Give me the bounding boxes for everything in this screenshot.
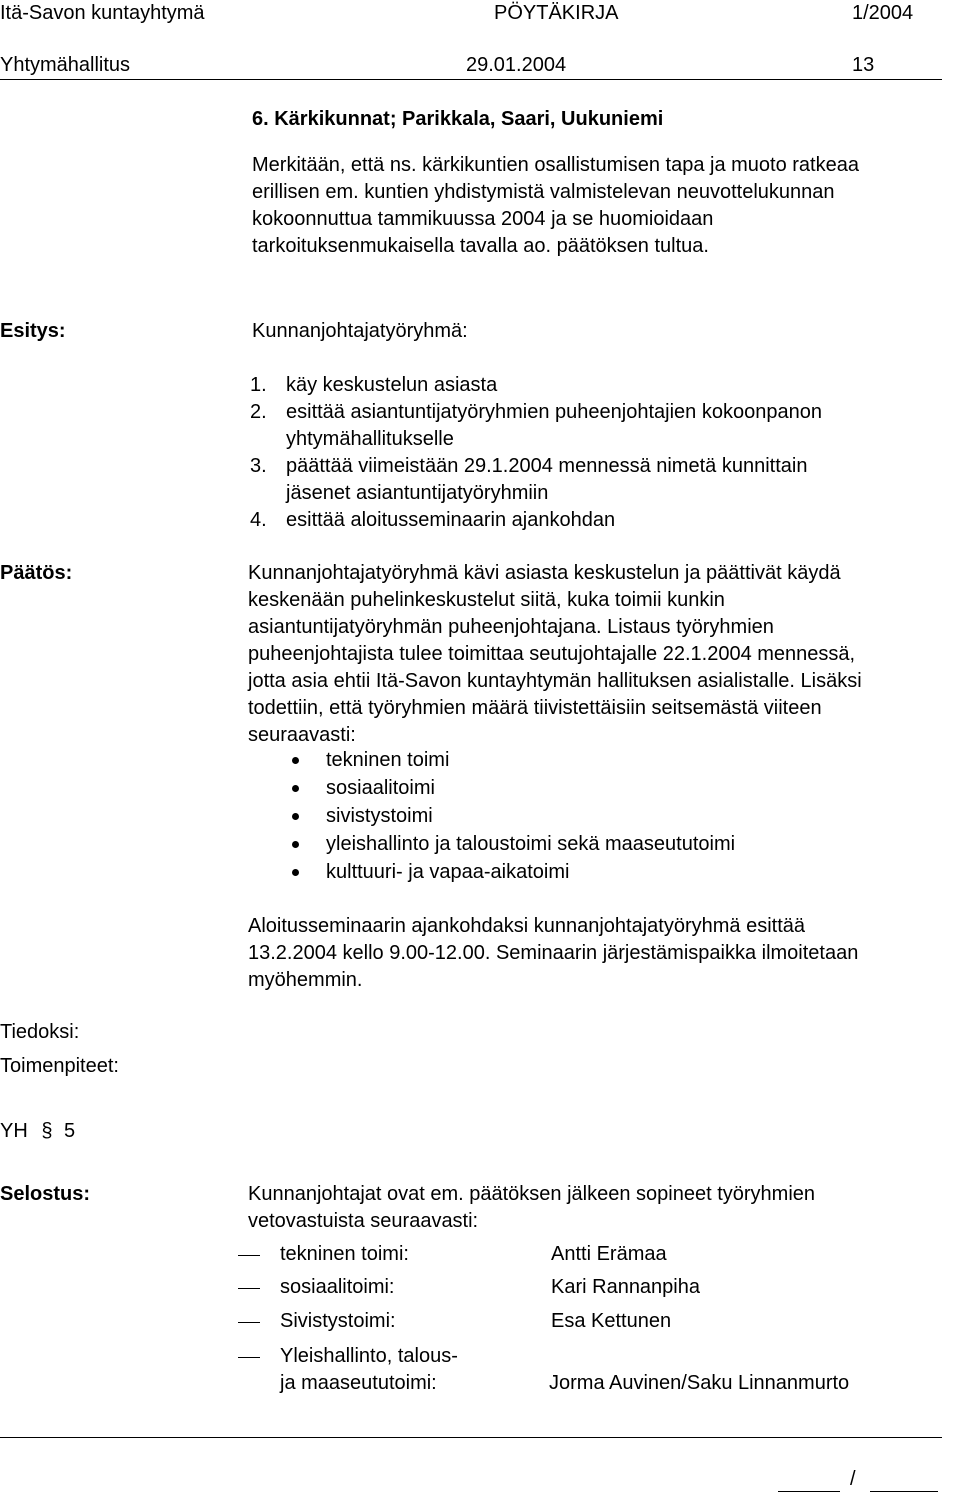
- bullet-icon: [292, 785, 299, 792]
- paatos-label: Päätös:: [0, 562, 73, 584]
- dash-bullet-icon: [238, 1322, 260, 1323]
- intro-line: erillisen em. kuntien yhdistymistä valmistelevan neuvottelukunnan: [252, 181, 835, 203]
- selostus-line: Kunnanjohtajat ovat em. päätöksen jälkeen sopineet työryhmien: [248, 1183, 816, 1205]
- assignment-person: Kari Rannanpiha: [551, 1276, 700, 1298]
- intro-line: Merkitään, että ns. kärkikuntien osallistumisen tapa ja muoto ratkeaa: [252, 154, 859, 176]
- paatos-closing-line: myöhemmin.: [248, 969, 363, 991]
- tiedoksi-label: Tiedoksi:: [0, 1021, 80, 1043]
- paatos-bullet-item: sosiaalitoimi: [326, 777, 435, 799]
- intro-line: tarkoituksenmukaisella tavalla ao. päätöksen tultua.: [252, 235, 709, 257]
- footer-divider: [0, 1437, 942, 1438]
- header-date: 29.01.2004: [466, 54, 567, 76]
- yh-number: 5: [64, 1120, 76, 1142]
- esitys-item-text: esittää asiantuntijatyöryhmien puheenjohtajien kokoonpanon: [286, 401, 822, 423]
- esitys-item-number: 1.: [250, 374, 267, 396]
- paatos-closing-line: Aloitusseminaarin ajankohdaksi kunnanjohtajatyöryhmä esittää: [248, 915, 805, 937]
- assignment-person: Antti Erämaa: [551, 1243, 667, 1265]
- header-doc-type: PÖYTÄKIRJA: [494, 2, 619, 24]
- paatos-line: keskenään puhelinkeskustelut siitä, kuka toimii kunkin: [248, 589, 725, 611]
- initials-line-left: [778, 1491, 840, 1492]
- paatos-bullet-item: kulttuuri- ja vapaa-aikatoimi: [326, 861, 570, 883]
- paatos-line: jotta asia ehtii Itä-Savon kuntayhtymän hallituksen asialistalle. Lisäksi: [248, 670, 862, 692]
- dash-bullet-icon: [238, 1288, 260, 1289]
- paatos-bullet-item: yleishallinto ja taloustoimi sekä maaseututoimi: [326, 833, 736, 855]
- dash-bullet-icon: [238, 1357, 260, 1358]
- paatos-paragraph: [248, 560, 862, 749]
- assignment-person: Jorma Auvinen/Saku Linnanmurto: [549, 1372, 850, 1394]
- header-body: Yhtymähallitus: [0, 54, 131, 76]
- bullet-icon: [292, 757, 299, 764]
- header-divider: [0, 79, 942, 80]
- header-org: Itä-Savon kuntayhtymä: [0, 2, 205, 24]
- intro-line: kokoonnuttua tammikuussa 2004 ja se huomioidaan: [252, 208, 714, 230]
- yh-prefix: YH: [0, 1120, 28, 1142]
- assignment-area: tekninen toimi:: [280, 1243, 409, 1265]
- header-page-number: 13: [852, 54, 875, 76]
- paatos-closing-line: 13.2.2004 kello 9.00-12.00. Seminaarin järjestämispaikka ilmoitetaan: [248, 942, 859, 964]
- toimenpiteet-label: Toimenpiteet:: [0, 1055, 119, 1077]
- intro-paragraph: [252, 152, 859, 260]
- section-title: 6. Kärkikunnat; Parikkala, Saari, Uukuniemi: [252, 108, 664, 130]
- selostus-label: Selostus:: [0, 1183, 91, 1205]
- paatos-bullet-item: tekninen toimi: [326, 749, 450, 771]
- paatos-line: seuraavasti:: [248, 724, 356, 746]
- bullet-icon: [292, 869, 299, 876]
- paatos-line: Kunnanjohtajatyöryhmä kävi asiasta keskustelun ja päättivät käydä: [248, 562, 841, 584]
- paatos-bullet-item: sivistystoimi: [326, 805, 433, 827]
- esitys-item-number: 4.: [250, 509, 267, 531]
- selostus-paragraph: [248, 1181, 815, 1235]
- esitys-item-text: käy keskustelun asiasta: [286, 374, 498, 396]
- initials-line-right: [870, 1491, 938, 1492]
- selostus-line: vetovastuista seuraavasti:: [248, 1210, 479, 1232]
- bullet-icon: [292, 841, 299, 848]
- esitys-item-text: esittää aloitusseminaarin ajankohdan: [286, 509, 616, 531]
- esitys-item-number: 2.: [250, 401, 267, 423]
- assignment-area: Sivistystoimi:: [280, 1310, 396, 1332]
- esitys-item-number: 3.: [250, 455, 267, 477]
- paatos-closing-paragraph: [248, 913, 858, 994]
- assignment-area: ja maaseututoimi:: [280, 1372, 437, 1394]
- yh-section-ref: [0, 1118, 75, 1145]
- assignment-area: sosiaalitoimi:: [280, 1276, 395, 1298]
- header-doc-number: 1/2004: [852, 2, 914, 24]
- esitys-item-text: yhtymähallitukselle: [286, 428, 454, 450]
- section-sign: §: [41, 1120, 53, 1142]
- assignment-area: Yleishallinto, talous-: [280, 1345, 458, 1367]
- esitys-item-text: jäsenet asiantuntijatyöryhmiin: [286, 482, 549, 504]
- paatos-line: asiantuntijatyöryhmän puheenjohtajana. Listaus työryhmien: [248, 616, 774, 638]
- bullet-icon: [292, 813, 299, 820]
- assignment-person: Esa Kettunen: [551, 1310, 672, 1332]
- esitys-label: Esitys:: [0, 320, 66, 342]
- dash-bullet-icon: [238, 1255, 260, 1256]
- esitys-heading: Kunnanjohtajatyöryhmä:: [252, 320, 468, 342]
- esitys-item-text: päättää viimeistään 29.1.2004 mennessä nimetä kunnittain: [286, 455, 808, 477]
- initials-separator: /: [850, 1468, 856, 1490]
- paatos-line: todettiin, että työryhmien määrä tiivistettäisiin seitsemästä viiteen: [248, 697, 822, 719]
- paatos-line: puheenjohtajista tulee toimittaa seutujohtajalle 22.1.2004 mennessä,: [248, 643, 856, 665]
